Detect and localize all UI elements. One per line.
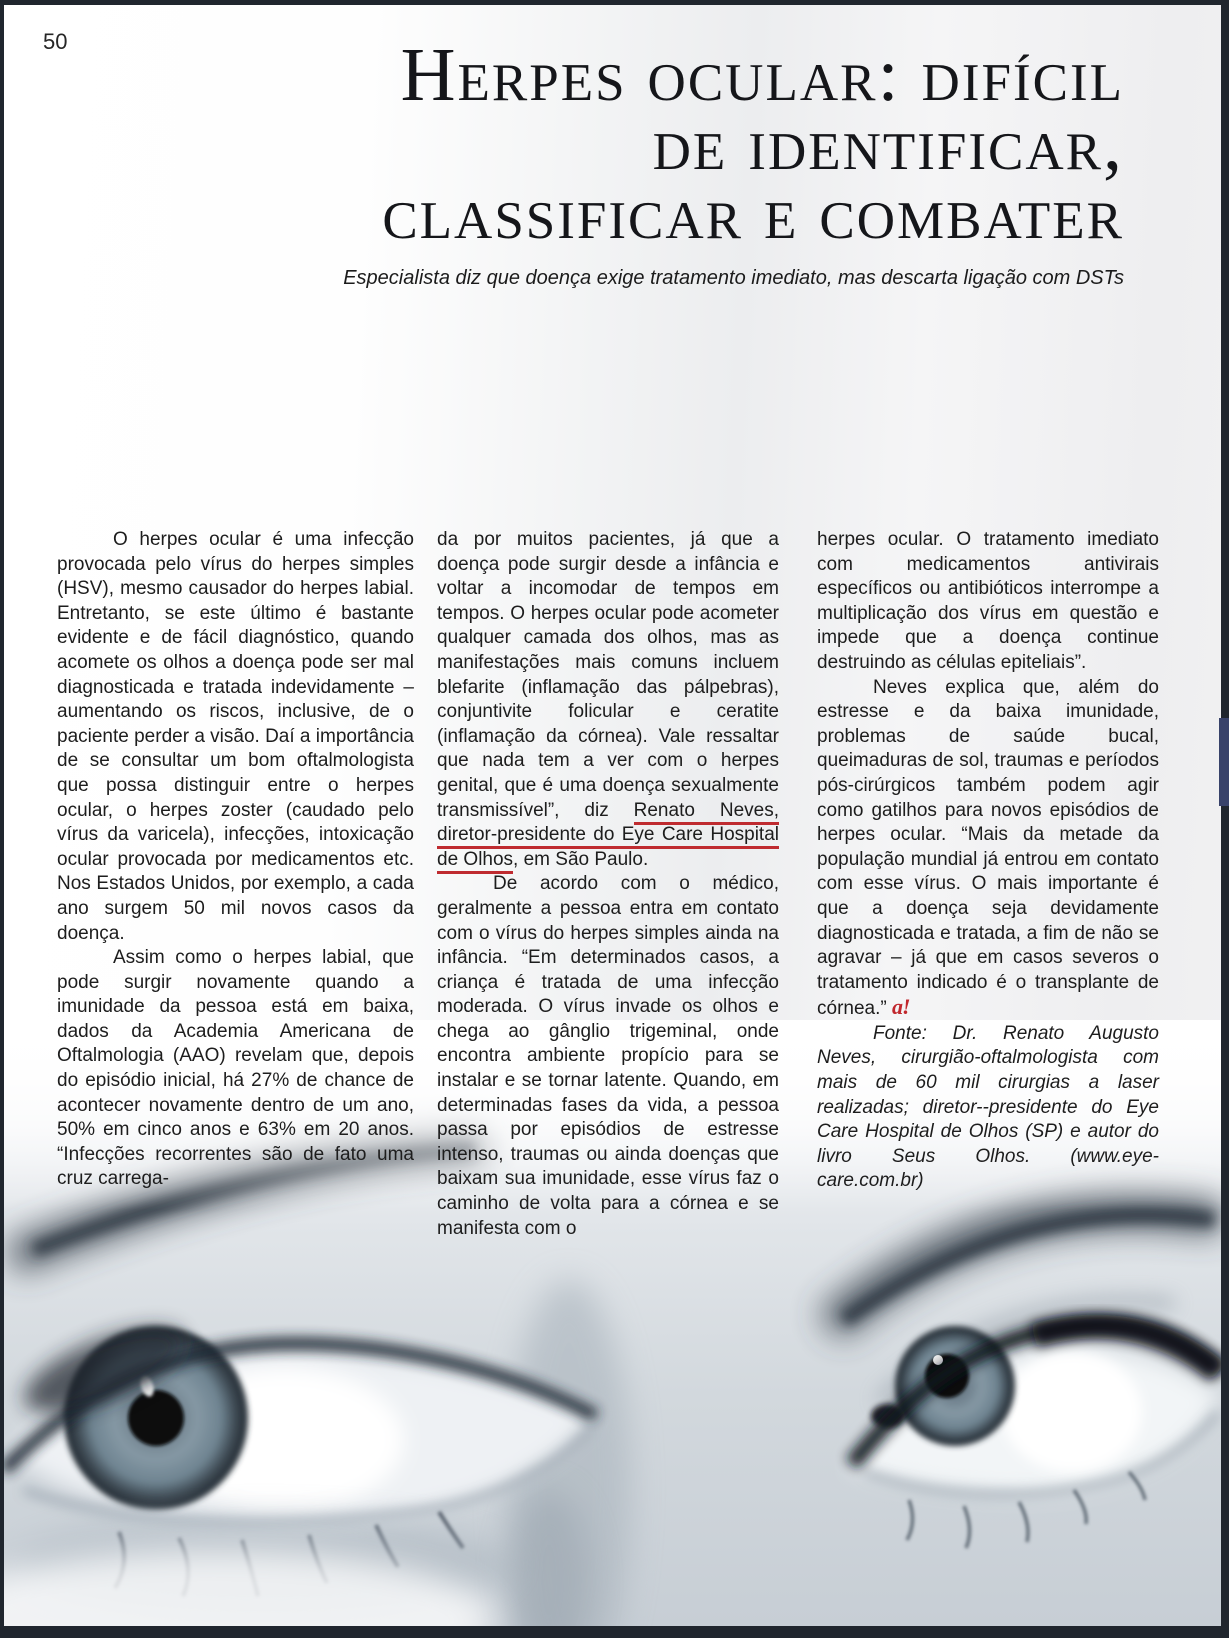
paragraph-text: Neves explica que, além do estresse e da baixa imunidade, problemas de saúde bucal, queimaduras de sol, traumas e períodos pós-cirúrgicos também podem agir como gatilhos para novos episódios de herpes ocular. “Mais da metade da população mundial já entrou em contato com esse vírus. O mais importante é que a doença seja devidamente diagnosticada e tratada, a fim de não se agravar – já que em casos severos o tratamento indicado é o transplante de córnea.” bbox=[817, 676, 1159, 1020]
paragraph: herpes ocular. O tratamento imediato com medicamentos antivirais específicos ou antibióticos interrompe a multiplicação dos vírus em questão e impede que a doença continue destruindo as células epiteliais”. bbox=[817, 529, 1159, 673]
article-title bbox=[382, 33, 1124, 255]
page-surface bbox=[4, 5, 1221, 1626]
end-of-article-icon: a! bbox=[891, 994, 910, 1020]
article-subtitle: Especialista diz que doença exige tratamento imediato, mas descarta ligação com DSTs bbox=[343, 267, 1124, 289]
paragraph bbox=[437, 528, 779, 872]
article-title-line-1: Herpes ocular: difícil bbox=[400, 33, 1124, 117]
page-number: 50 bbox=[43, 29, 68, 54]
paragraph: De acordo com o médico, geralmente a pessoa entra em contato com o vírus do herpes simples ainda na infância. “Em determinados casos, a criança é tratada de uma infecção moderada. O vírus invade os olhos e chega ao gânglio trigeminal, onde encontra ambiente propício para se instalar e se tornar latente. Quando, em determinadas fases da vida, a pessoa passa por episódios de estresse intenso, traumas ou ainda doenças que baixam sua imunidade, esse vírus faz o caminho de volta para a córnea e se manifesta com o bbox=[437, 873, 779, 1239]
article-title-line-3: classificar e combater bbox=[382, 171, 1124, 255]
paragraph-text: da por muitos pacientes, já que a doença pode surgir desde a infância e voltar a incomodar de tempos em tempos. O herpes ocular pode acometer qualquer camada dos olhos, mas as manifestações mais comuns incluem blefarite (inflamação das pálpebras), conjuntivite folicular e ceratite (inflamação da córnea). Vale ressaltar que nada tem a ver com o herpes genital, que é uma doença sexualmente transmissível”, diz bbox=[437, 529, 779, 821]
paragraph: Assim como o herpes labial, que pode surgir novamente quando a imunidade da pessoa está em baixa, dados da Academia Americana de Oftalmologia (AAO) revelam que, depois do episódio inicial, há 27% de chance de acontecer novamente dentro de um ano, 50% em cinco anos e 63% em 20 anos. “Infecções recorrentes são de fato uma cruz carrega- bbox=[57, 947, 414, 1190]
article-title-line-2: de identificar, bbox=[652, 102, 1124, 186]
article-column-2 bbox=[437, 528, 779, 1241]
paragraph bbox=[817, 676, 1159, 1022]
doctor-name-underlined: Renato Neves, diretor-presidente do Eye Care Hospital de Olhos bbox=[437, 800, 779, 874]
paragraph: O herpes ocular é uma infecção provocada pelo vírus do herpes simples (HSV), mesmo causador do herpes labial. Entretanto, se este último é bastante evidente e de fácil diagnóstico, quando acomete os olhos a doença pode ser mal diagnosticada e tratada indevidamente – aumentando os riscos, inclusive, de o paciente perder a visão. Daí a importância de se consultar um bom oftalmologista que possa distinguir entre o herpes ocular, o herpes zoster (caudado pelo vírus da varicela), infecções, intoxicação ocular provocada por medicamentos etc. Nos Estados Unidos, por exemplo, a cada ano surgem 50 mil novos casos da doença. bbox=[57, 529, 414, 944]
article-column-1 bbox=[57, 528, 414, 1192]
left-eye-pupil bbox=[128, 1390, 184, 1446]
page-edge-tab bbox=[1219, 718, 1229, 806]
paragraph-text: , em São Paulo. bbox=[513, 848, 649, 870]
source-note: Fonte: Dr. Renato Augusto Neves, cirurgião-oftalmologista com mais de 60 mil cirurgias a laser realizadas; diretor--presidente do Eye Care Hospital de Olhos (SP) e autor do livro Seus Olhos. (www.eye-care.com.br) bbox=[817, 1022, 1159, 1192]
article-column-3 bbox=[817, 528, 1159, 1194]
